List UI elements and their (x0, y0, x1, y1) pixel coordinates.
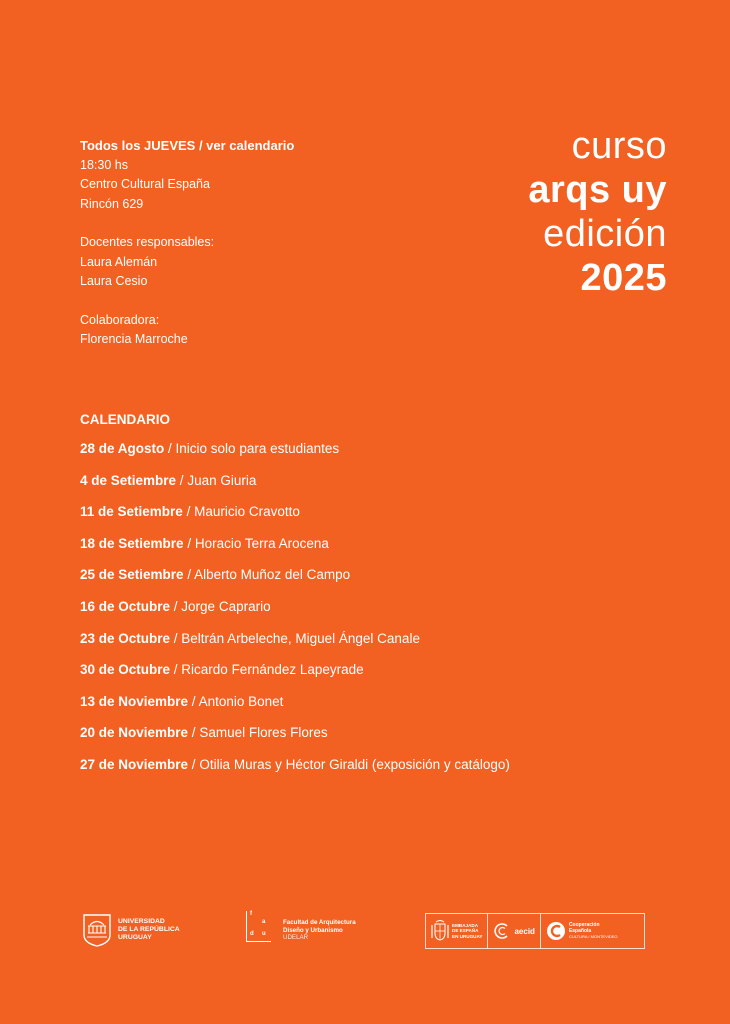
sponsor-logos (0, 905, 730, 965)
title-line-arqs: arqs uy (528, 169, 667, 211)
aecid-logo (487, 914, 539, 948)
event-time: 18:30 hs (80, 157, 128, 172)
calendar-date: 27 de Noviembre (80, 756, 189, 772)
fadu-letter: d (250, 931, 254, 937)
calendar-entry (80, 723, 510, 755)
embassy-text: EMBAJADA (452, 922, 479, 928)
calendar-date: 11 de Setiembre (80, 504, 183, 520)
calendar-date: 16 de Octubre (80, 598, 171, 614)
calendar-separator: / (183, 535, 195, 551)
schedule-heading: Todos los JUEVES / ver calendario (80, 138, 295, 153)
cooperation-subtext: CULTURA / MONTEVIDEO (568, 934, 618, 939)
aecid-circle-icon (493, 922, 511, 940)
calendar-section (80, 412, 510, 787)
udelar-logo (82, 913, 188, 947)
calendar-date: 4 de Setiembre (80, 472, 177, 488)
calendar-speaker: Otilia Muras y Héctor Giraldi (exposición y catálogo) (199, 756, 510, 772)
cooperation-logo (540, 914, 623, 948)
title-line-year: 2025 (580, 257, 667, 299)
udelar-seal-icon (82, 913, 112, 947)
fadu-mark (246, 911, 271, 942)
collaborator-label: Colaboradora: (80, 312, 160, 327)
collaborator-name: Florencia Marroche (80, 332, 188, 346)
calendar-list (80, 439, 510, 787)
calendar-speaker: Mauricio Cravotto (194, 504, 300, 520)
calendar-heading: CALENDARIO (80, 412, 170, 427)
cooperation-text: Española (568, 928, 592, 934)
calendar-speaker: Beltrán Arbeleche, Miguel Ángel Canale (181, 630, 420, 646)
fadu-text: Diseño y Urbanismo (283, 926, 343, 934)
aecid-text: aecid (514, 926, 535, 936)
calendar-date: 20 de Noviembre (80, 725, 189, 741)
fadu-logo (246, 911, 356, 942)
fadu-letter: a (262, 919, 266, 925)
udelar-text: DE LA REPÚBLICA (118, 926, 180, 933)
calendar-date: 13 de Noviembre (80, 693, 189, 709)
calendar-entry (80, 471, 510, 503)
calendar-separator: / (182, 504, 195, 520)
calendar-speaker: Juan Giuria (187, 472, 257, 488)
calendar-entry (80, 660, 510, 692)
calendar-date: 23 de Octubre (80, 630, 171, 646)
teacher-name: Laura Alemán (80, 254, 158, 269)
calendar-separator: / (164, 441, 176, 456)
embassy-text: DE ESPAÑA (452, 928, 479, 934)
calendar-separator: / (170, 630, 182, 646)
calendar-date: 18 de Setiembre (80, 535, 184, 551)
embassy-logo (426, 914, 487, 948)
calendar-speaker: Inicio solo para estudiantes (175, 441, 340, 456)
calendar-speaker: Ricardo Fernández Lapeyrade (181, 662, 364, 678)
cooperation-text: Cooperación (568, 922, 600, 928)
event-venue: Centro Cultural España (80, 177, 210, 191)
calendar-entry (80, 534, 510, 566)
calendar-separator: / (188, 725, 200, 741)
calendar-separator: / (188, 756, 200, 772)
spain-logos (425, 913, 645, 949)
calendar-separator: / (188, 693, 199, 709)
calendar-speaker: Samuel Flores Flores (199, 725, 328, 741)
fadu-letter: f (250, 911, 252, 917)
event-info (80, 136, 294, 350)
calendar-speaker: Antonio Bonet (198, 693, 284, 709)
fadu-text: Facultad de Arquitectura (283, 919, 356, 926)
calendar-entry (80, 755, 510, 787)
calendar-date: 30 de Octubre (80, 662, 171, 678)
udelar-text: UNIVERSIDAD (118, 918, 165, 925)
title-line-edicion: edición (543, 213, 667, 255)
calendar-entry (80, 439, 510, 471)
calendar-entry (80, 692, 510, 724)
calendar-speaker: Jorge Caprario (181, 598, 271, 614)
calendar-entry (80, 629, 510, 661)
udelar-text: URUGUAY (118, 934, 152, 941)
title-line-curso: curso (571, 125, 667, 167)
calendar-separator: / (183, 567, 195, 583)
fadu-letter: u (262, 931, 266, 937)
teacher-name: Laura Cesio (80, 274, 148, 288)
calendar-entry (80, 565, 510, 597)
course-title (528, 124, 667, 300)
calendar-separator: / (176, 472, 188, 488)
calendar-speaker: Horacio Terra Arocena (194, 535, 329, 551)
coat-of-arms-icon (431, 920, 449, 942)
embassy-text: EN URUGUAY (452, 933, 483, 939)
calendar-entry (80, 502, 510, 534)
cooperation-c-icon (546, 921, 566, 941)
fadu-text: UDELAR (283, 934, 309, 941)
calendar-separator: / (170, 598, 182, 614)
calendar-speaker: Alberto Muñoz del Campo (194, 567, 351, 583)
calendar-date: 25 de Setiembre (80, 567, 184, 583)
calendar-separator: / (170, 662, 182, 678)
calendar-entry (80, 597, 510, 629)
calendar-date: 28 de Agosto (80, 441, 165, 456)
event-address: Rincón 629 (80, 196, 144, 211)
teachers-label: Docentes responsables: (80, 235, 215, 249)
